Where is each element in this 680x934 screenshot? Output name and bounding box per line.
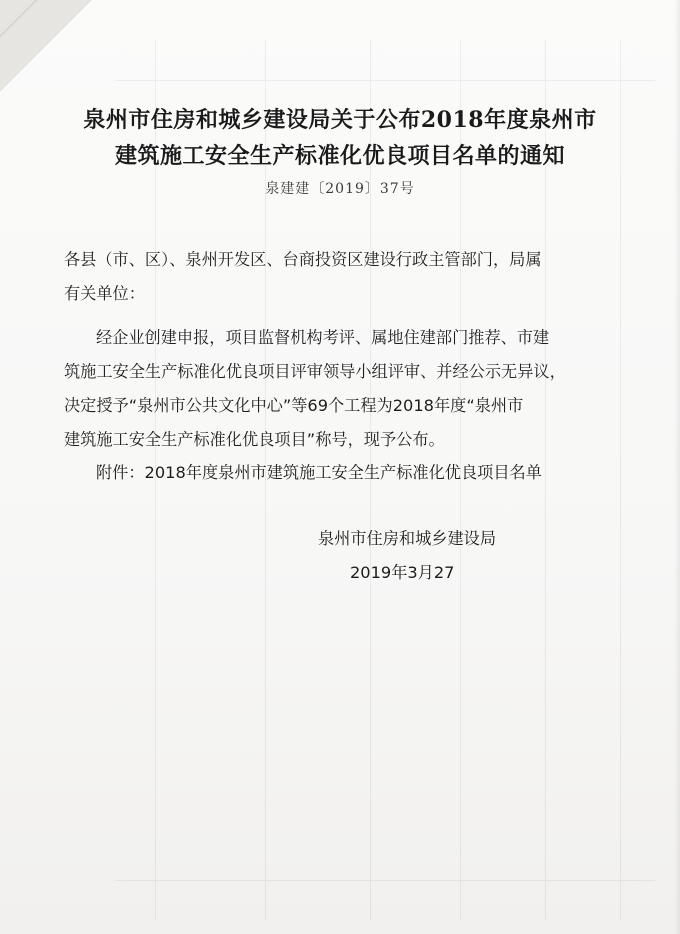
addressee-line-2: 有关单位： — [64, 284, 145, 303]
body-paragraph-line-2: 筑施工安全生产标准化优良项目评审领导小组评审、并经公示无异议， — [64, 362, 566, 381]
body-paragraph-line-4: 建筑施工安全生产标准化优良项目”称号，现予公布。 — [64, 430, 445, 449]
page-edge-shadow — [674, 0, 680, 934]
signature-organization: 泉州市住房和城乡建设局 — [318, 529, 497, 548]
addressee-line-1: 各县（市、区）、泉州开发区、台商投资区建设行政主管部门，局属 — [64, 250, 542, 269]
document-number: 泉建建〔2019〕37号 — [265, 181, 415, 197]
body-paragraph-line-1: 经企业创建申报，项目监督机构考评、属地住建部门推荐、市建 — [96, 328, 550, 347]
document-title-line-1: 泉州市住房和城乡建设局关于公布2018年度泉州市 — [83, 107, 597, 133]
signature-date: 2019年3月27 — [350, 563, 455, 582]
folded-corner — [0, 0, 92, 92]
attachment-line: 附件：2018年度泉州市建筑施工安全生产标准化优良项目名单 — [96, 463, 542, 482]
document-title-line-2: 建筑施工安全生产标准化优良项目名单的通知 — [114, 143, 565, 169]
body-paragraph-line-3: 决定授予“泉州市公共文化中心”等69个工程为2018年度“泉州市 — [64, 396, 524, 415]
